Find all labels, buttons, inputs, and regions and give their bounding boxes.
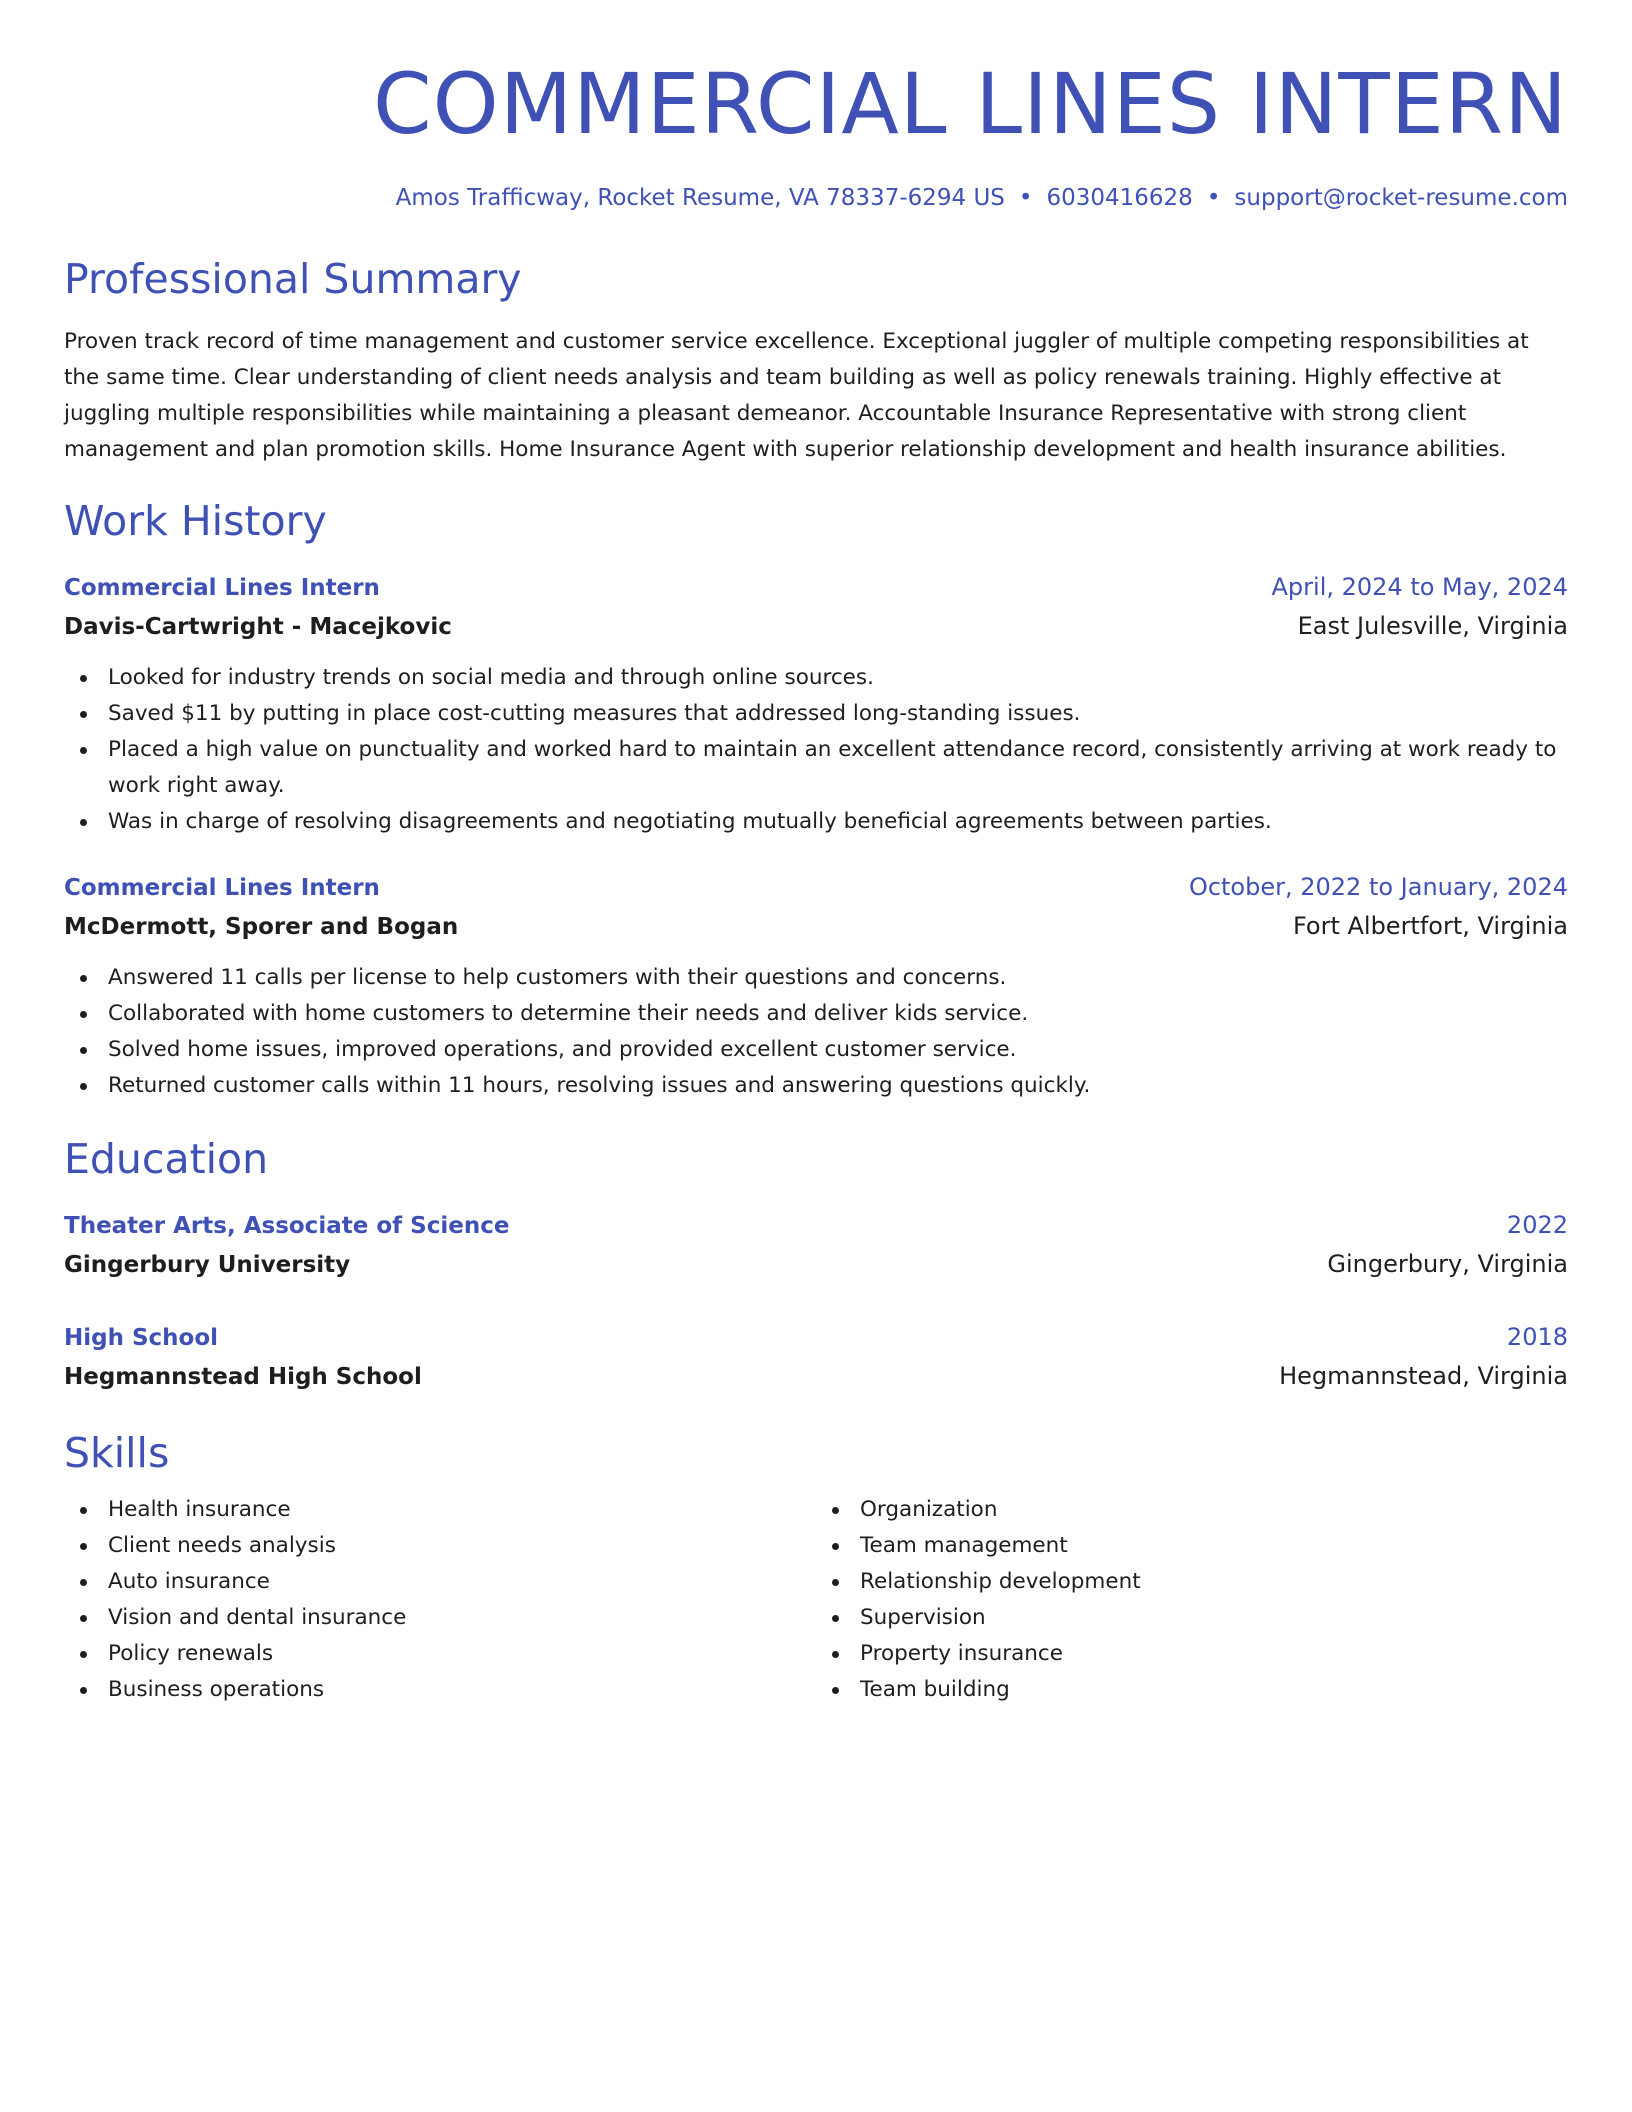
skills-column-right [816,1492,1568,1708]
education-location: Gingerbury, Virginia [1327,1250,1568,1278]
job-bullets [64,960,1568,1104]
job-header-row [64,568,1568,607]
skill-item: Organization [816,1492,1568,1528]
education-degree: Theater Arts, Associate of Science [64,1213,510,1239]
job-location: Fort Albertfort, Virginia [1292,912,1568,940]
skills-section [64,1426,1568,1708]
skill-item: Business operations [64,1672,816,1708]
job-header-row [64,868,1568,907]
job-entry [64,868,1568,1104]
skill-item: Team building [816,1672,1568,1708]
contact-phone: 6030416628 [1046,185,1193,211]
job-bullet: Returned customer calls within 11 hours, resolving issues and answering questions quickly. [64,1068,1568,1104]
education-school: Gingerbury University [64,1252,351,1278]
education-heading: Education [64,1135,269,1183]
skill-item: Auto insurance [64,1564,816,1600]
education-year: 2022 [1506,1211,1568,1239]
resume-header [64,0,1568,214]
job-bullet: Answered 11 calls per license to help customers with their questions and concerns. [64,960,1568,996]
job-bullet: Looked for industry trends on social media and through online sources. [64,660,1568,696]
contact-separator: • [1206,185,1221,211]
job-role: Commercial Lines Intern [64,875,380,901]
job-bullet: Saved $11 by putting in place cost-cutting measures that addressed long-standing issues. [64,696,1568,732]
education-entry [64,1318,1568,1396]
skill-item: Client needs analysis [64,1528,816,1564]
skill-item: Relationship development [816,1564,1568,1600]
work-history-heading: Work History [64,497,327,545]
job-bullet: Collaborated with home customers to determine their needs and deliver kids service. [64,996,1568,1032]
education-location: Hegmannstead, Virginia [1279,1362,1568,1390]
education-header-row [64,1206,1568,1245]
education-year: 2018 [1506,1323,1568,1351]
skills-heading: Skills [64,1429,170,1477]
job-bullet: Was in charge of resolving disagreements and negotiating mutually beneficial agreements between parties. [64,804,1568,840]
summary-heading: Professional Summary [64,255,522,303]
contact-separator: • [1018,185,1033,211]
summary-section [64,252,1568,468]
job-entry [64,568,1568,840]
education-entry [64,1206,1568,1284]
job-bullet: Placed a high value on punctuality and worked hard to maintain an excellent attendance record, consistently arriving at work ready to work right away. [64,732,1568,804]
education-school: Hegmannstead High School [64,1364,422,1390]
job-bullets [64,660,1568,840]
skills-list-right [816,1492,1568,1708]
summary-text: Proven track record of time management and customer service excellence. Exceptional juggler of multiple competing responsibilities at the same time. Clear understanding of client needs analysis and team building as well as policy renewals training. Highly effective at juggling multiple responsibilities while maintaining a pleasant demeanor. Accountable Insurance Representative with strong client management and plan promotion skills. Home Insurance Agent with superior relationship development and health insurance abilities. [64,329,1529,462]
job-company-row [64,607,1568,646]
job-dates: October, 2022 to January, 2024 [1188,873,1568,901]
job-dates: April, 2024 to May, 2024 [1271,573,1568,601]
job-location: East Julesville, Virginia [1297,612,1568,640]
skill-item: Supervision [816,1600,1568,1636]
skill-item: Team management [816,1528,1568,1564]
candidate-name: COMMERCIAL LINES INTERN [372,55,1568,153]
education-school-row [64,1357,1568,1396]
contact-line [64,182,1568,214]
skill-item: Policy renewals [64,1636,816,1672]
job-role: Commercial Lines Intern [64,575,380,601]
job-company: McDermott, Sporer and Bogan [64,914,459,940]
education-school-row [64,1245,1568,1284]
education-degree: High School [64,1325,219,1351]
contact-address: Amos Trafficway, Rocket Resume, VA 78337-6294 US [395,185,1005,211]
job-company: Davis-Cartwright - Macejkovic [64,614,452,640]
education-section [64,1132,1568,1396]
skill-item: Property insurance [816,1636,1568,1672]
contact-email: support@rocket-resume.com [1234,185,1568,211]
skill-item: Health insurance [64,1492,816,1528]
job-bullet: Solved home issues, improved operations, and provided excellent customer service. [64,1032,1568,1068]
job-company-row [64,907,1568,946]
skills-columns [64,1492,1568,1708]
skills-column-left [64,1492,816,1708]
skill-item: Vision and dental insurance [64,1600,816,1636]
education-header-row [64,1318,1568,1357]
work-history-section [64,494,1568,1104]
skills-list-left [64,1492,816,1708]
